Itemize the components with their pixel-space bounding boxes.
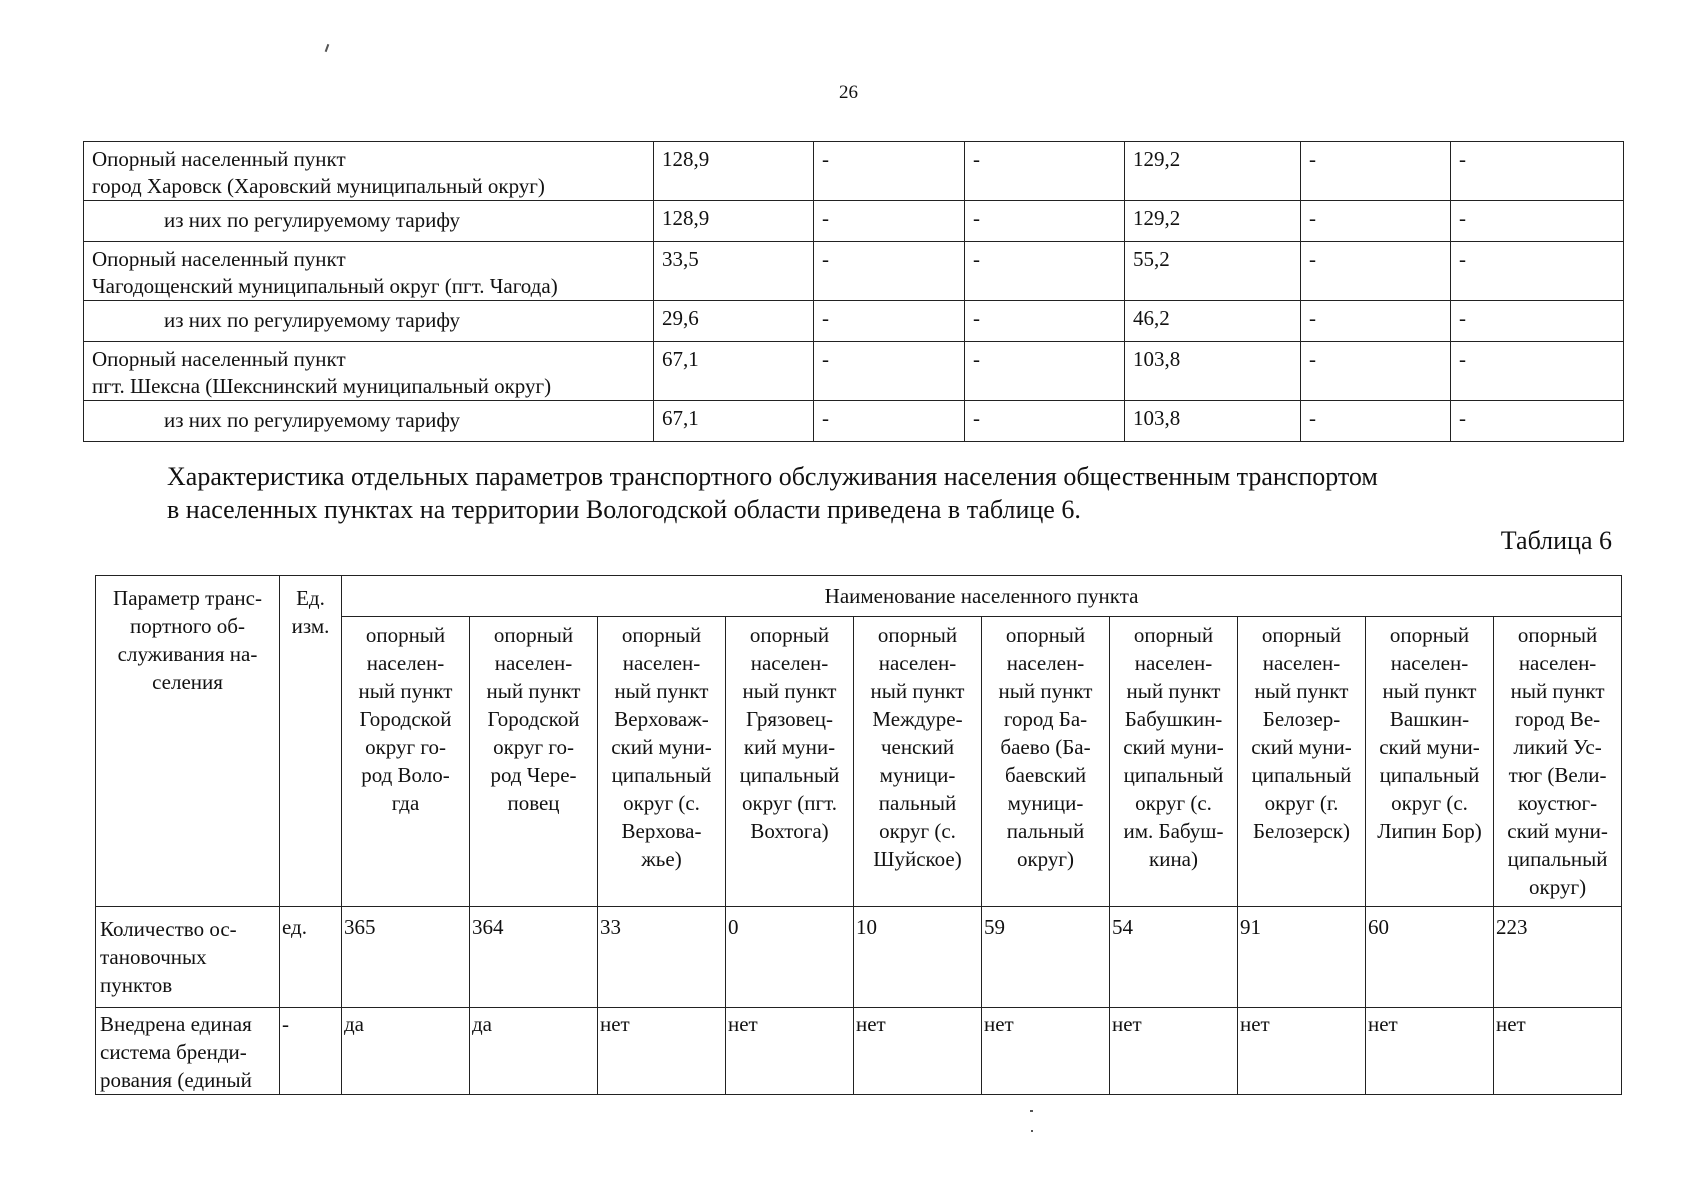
- transport-parameters-table: [95, 575, 1622, 1095]
- parameter-line: пунктов: [100, 973, 173, 997]
- table-cell: -: [965, 342, 1125, 401]
- value-cell: 33: [598, 907, 726, 1008]
- table-cell: 67,1: [654, 401, 814, 442]
- column-header-line: опорный: [1133, 623, 1214, 647]
- row-label: [84, 201, 654, 242]
- row-label-line: Опорный населенный пункт: [92, 247, 346, 271]
- column-header-line: населен-: [1006, 651, 1085, 675]
- column-header-line: им. Бабуш-: [1123, 819, 1224, 843]
- column-header-line: округ (г.: [1264, 791, 1339, 815]
- header-parameter: [96, 576, 280, 907]
- column-header-line: округ го-: [493, 735, 574, 759]
- column-header-line: населен-: [1518, 651, 1597, 675]
- table-caption: Таблица 6: [1500, 526, 1612, 555]
- column-header-line: повец: [507, 791, 560, 815]
- column-header-line: опорный: [1389, 623, 1470, 647]
- header-parameter-line: Параметр транс-: [113, 586, 262, 610]
- column-header-line: кий муни-: [743, 735, 836, 759]
- column-header-line: населен-: [1262, 651, 1341, 675]
- row-label: [84, 242, 654, 301]
- table-row: [96, 1008, 1622, 1095]
- column-header-line: опорный: [1261, 623, 1342, 647]
- table-cell: -: [814, 401, 965, 442]
- row-label-line: Опорный населенный пункт: [92, 347, 346, 371]
- table-cell: -: [965, 401, 1125, 442]
- table-cell: 128,9: [654, 142, 814, 201]
- parameter-line: рования (единый: [100, 1068, 252, 1092]
- value-cell: нет: [598, 1008, 726, 1095]
- header-parameter-line: селения: [152, 670, 223, 694]
- value-cell: нет: [1494, 1008, 1622, 1095]
- column-header: [342, 617, 470, 907]
- unit-cell: -: [280, 1008, 342, 1095]
- column-header-line: ципальный: [1251, 763, 1352, 787]
- scan-speck: [1031, 1130, 1033, 1132]
- column-header-line: населен-: [750, 651, 829, 675]
- value-cell: нет: [1238, 1008, 1366, 1095]
- header-unit-line: изм.: [291, 614, 330, 638]
- column-header-line: Бабушкин-: [1124, 707, 1223, 731]
- column-header: [470, 617, 598, 907]
- column-header-line: Шуйское): [873, 847, 962, 871]
- column-header-line: населен-: [878, 651, 957, 675]
- header-unit-line: Ед.: [296, 586, 325, 610]
- column-header-line: Липин Бор): [1377, 819, 1482, 843]
- parameter-line: Внедрена единая: [100, 1012, 252, 1036]
- table-cell: 55,2: [1125, 242, 1301, 301]
- column-header-line: баевский: [1004, 763, 1087, 787]
- column-header-line: ный пункт: [1382, 679, 1477, 703]
- intro-line-1: Характеристика отдельных параметров транспортного обслуживания населения общественным транспортом: [167, 462, 1378, 491]
- column-header-line: ский муни-: [1251, 735, 1352, 759]
- table-cell: -: [1301, 142, 1451, 201]
- table-cell: -: [1301, 201, 1451, 242]
- parameter-cell: [96, 907, 280, 1008]
- column-header-line: пальный: [1006, 819, 1085, 843]
- column-header-line: город Ве-: [1514, 707, 1601, 731]
- value-cell: нет: [726, 1008, 854, 1095]
- table-cell: -: [1451, 242, 1624, 301]
- column-header-line: округ (пгт.: [742, 791, 837, 815]
- tariff-table: [83, 141, 1624, 442]
- value-cell: нет: [1110, 1008, 1238, 1095]
- table-row: [84, 142, 1624, 201]
- row-label: [84, 342, 654, 401]
- value-cell: 365: [342, 907, 470, 1008]
- column-header-line: ный пункт: [1254, 679, 1349, 703]
- value-cell: нет: [1366, 1008, 1494, 1095]
- column-header-line: населен-: [622, 651, 701, 675]
- intro-line-2: в населенных пунктах на территории Вологодской области приведена в таблице 6.: [167, 495, 1081, 524]
- value-cell: 91: [1238, 907, 1366, 1008]
- table-cell: 103,8: [1125, 401, 1301, 442]
- parameter-line: Количество ос-: [100, 917, 237, 941]
- column-header-line: Грязовец-: [746, 707, 833, 731]
- row-label: [84, 401, 654, 442]
- parameter-cell: [96, 1008, 280, 1095]
- column-header-line: Верхова-: [621, 819, 702, 843]
- column-header-line: ципальный: [1379, 763, 1480, 787]
- column-header-line: ченский: [880, 735, 955, 759]
- column-header-line: город Ба-: [1003, 707, 1088, 731]
- table-cell: -: [814, 142, 965, 201]
- value-cell: 10: [854, 907, 982, 1008]
- value-cell: 223: [1494, 907, 1622, 1008]
- table-cell: -: [1301, 342, 1451, 401]
- header-settlement-name: Наименование населенного пункта: [342, 576, 1622, 617]
- scan-speck: [1030, 1110, 1033, 1112]
- table-cell: -: [814, 201, 965, 242]
- column-header-line: округ (с.: [1135, 791, 1212, 815]
- column-header-line: Белозер-: [1262, 707, 1341, 731]
- column-header-line: ципальный: [739, 763, 840, 787]
- column-header-line: ный пункт: [614, 679, 709, 703]
- column-header-line: ный пункт: [486, 679, 581, 703]
- table-row: [84, 242, 1624, 301]
- column-header-line: ный пункт: [742, 679, 837, 703]
- column-header-line: опорный: [493, 623, 574, 647]
- table-cell: 128,9: [654, 201, 814, 242]
- table-cell: -: [1451, 142, 1624, 201]
- row-label-line: Опорный населенный пункт: [92, 147, 346, 171]
- table-cell: -: [1451, 201, 1624, 242]
- parameter-line: тановочных: [100, 945, 207, 969]
- column-header-line: опорный: [749, 623, 830, 647]
- value-cell: да: [342, 1008, 470, 1095]
- table-row: [96, 907, 1622, 1008]
- row-label-line: пгт. Шексна (Шекснинский муниципальный округ): [92, 374, 552, 398]
- column-header-line: ный пункт: [358, 679, 453, 703]
- column-header-line: Вохтога): [750, 819, 829, 843]
- row-label-line: из них по регулируемому тарифу: [164, 208, 460, 232]
- column-header-line: ский муни-: [1123, 735, 1224, 759]
- value-cell: нет: [854, 1008, 982, 1095]
- column-header-line: округ (с.: [879, 819, 956, 843]
- intro-paragraph: [167, 460, 1617, 526]
- column-header: [1110, 617, 1238, 907]
- row-label: [84, 142, 654, 201]
- column-header-line: населен-: [494, 651, 573, 675]
- column-header-line: ный пункт: [870, 679, 965, 703]
- table-cell: -: [1451, 342, 1624, 401]
- table-cell: -: [965, 142, 1125, 201]
- column-header: [982, 617, 1110, 907]
- table-cell: -: [965, 242, 1125, 301]
- header-parameter-line: служивания на-: [117, 642, 258, 666]
- column-header-line: населен-: [1390, 651, 1469, 675]
- column-header-line: опорный: [365, 623, 446, 647]
- row-label-line: из них по регулируемому тарифу: [164, 408, 460, 432]
- column-header-line: округ): [1529, 875, 1587, 899]
- value-cell: 364: [470, 907, 598, 1008]
- column-header-line: округ): [1016, 847, 1075, 871]
- column-header-line: тюг (Вели-: [1508, 763, 1607, 787]
- row-label-line: Чагодощенский муниципальный округ (пгт. Чагода): [92, 274, 558, 298]
- table-cell: -: [814, 301, 965, 342]
- table-cell: 67,1: [654, 342, 814, 401]
- value-cell: 60: [1366, 907, 1494, 1008]
- column-header-line: ципальный: [1123, 763, 1224, 787]
- column-header-line: Междуре-: [872, 707, 963, 731]
- table-cell: -: [1301, 401, 1451, 442]
- row-label-line: из них по регулируемому тарифу: [164, 308, 460, 332]
- value-cell: да: [470, 1008, 598, 1095]
- column-header-line: опорный: [621, 623, 702, 647]
- column-header-line: населен-: [366, 651, 445, 675]
- table-cell: -: [814, 242, 965, 301]
- table-cell: 33,5: [654, 242, 814, 301]
- column-header-line: Городской: [487, 707, 580, 731]
- column-header-line: баево (Ба-: [1000, 735, 1091, 759]
- row-label-line: город Харовск (Харовский муниципальный округ): [92, 174, 545, 198]
- column-header-line: округ (с.: [623, 791, 700, 815]
- column-header: [598, 617, 726, 907]
- column-header-line: муници-: [1007, 791, 1084, 815]
- column-header-line: пальный: [878, 791, 957, 815]
- column-header-line: ный пункт: [1510, 679, 1605, 703]
- value-cell: 59: [982, 907, 1110, 1008]
- column-header-line: опорный: [1005, 623, 1086, 647]
- column-header-line: гда: [391, 791, 420, 815]
- row-label: [84, 301, 654, 342]
- table-row: [84, 301, 1624, 342]
- table-cell: 103,8: [1125, 342, 1301, 401]
- column-header: [726, 617, 854, 907]
- table-cell: -: [965, 301, 1125, 342]
- column-header-line: опорный: [1517, 623, 1598, 647]
- column-header-line: Верховаж-: [614, 707, 709, 731]
- table-row: [84, 401, 1624, 442]
- column-header-line: Белозерск): [1253, 819, 1350, 843]
- table-cell: -: [1451, 301, 1624, 342]
- page-number: 26: [839, 82, 858, 103]
- table-cell: -: [1301, 242, 1451, 301]
- parameter-line: система бренди-: [100, 1040, 247, 1064]
- table-cell: 29,6: [654, 301, 814, 342]
- column-header-line: ципальный: [611, 763, 712, 787]
- column-header-line: населен-: [1134, 651, 1213, 675]
- column-header-line: Вашкин-: [1389, 707, 1470, 731]
- column-header-line: ский муни-: [1379, 735, 1480, 759]
- column-header: [1494, 617, 1622, 907]
- column-header: [1366, 617, 1494, 907]
- table-cell: -: [814, 342, 965, 401]
- table-row: [84, 201, 1624, 242]
- scan-speck: [325, 44, 330, 52]
- column-header-line: род Воло-: [361, 763, 450, 787]
- table-cell: 46,2: [1125, 301, 1301, 342]
- table-cell: -: [1451, 401, 1624, 442]
- table-cell: -: [965, 201, 1125, 242]
- table-cell: 129,2: [1125, 201, 1301, 242]
- column-header-line: ский муни-: [611, 735, 712, 759]
- table-cell: 129,2: [1125, 142, 1301, 201]
- column-header-line: ский муни-: [1507, 819, 1608, 843]
- column-header-line: ципальный: [1507, 847, 1608, 871]
- column-header-line: опорный: [877, 623, 958, 647]
- value-cell: нет: [982, 1008, 1110, 1095]
- header-unit: [280, 576, 342, 907]
- column-header-line: жье): [641, 847, 682, 871]
- header-parameter-line: портного об-: [130, 614, 245, 638]
- column-header: [1238, 617, 1366, 907]
- value-cell: 0: [726, 907, 854, 1008]
- column-header-line: коустюг-: [1517, 791, 1598, 815]
- column-header-line: ликий Ус-: [1513, 735, 1602, 759]
- column-header-line: род Чере-: [490, 763, 577, 787]
- column-header-line: ный пункт: [998, 679, 1093, 703]
- column-header-line: округ го-: [365, 735, 446, 759]
- table-row: [84, 342, 1624, 401]
- column-header: [854, 617, 982, 907]
- column-header-line: ный пункт: [1126, 679, 1221, 703]
- column-header-line: муници-: [879, 763, 956, 787]
- value-cell: 54: [1110, 907, 1238, 1008]
- column-header-line: Городской: [359, 707, 452, 731]
- table-cell: -: [1301, 301, 1451, 342]
- unit-cell: ед.: [280, 907, 342, 1008]
- column-header-line: округ (с.: [1391, 791, 1468, 815]
- column-header-line: кина): [1149, 847, 1198, 871]
